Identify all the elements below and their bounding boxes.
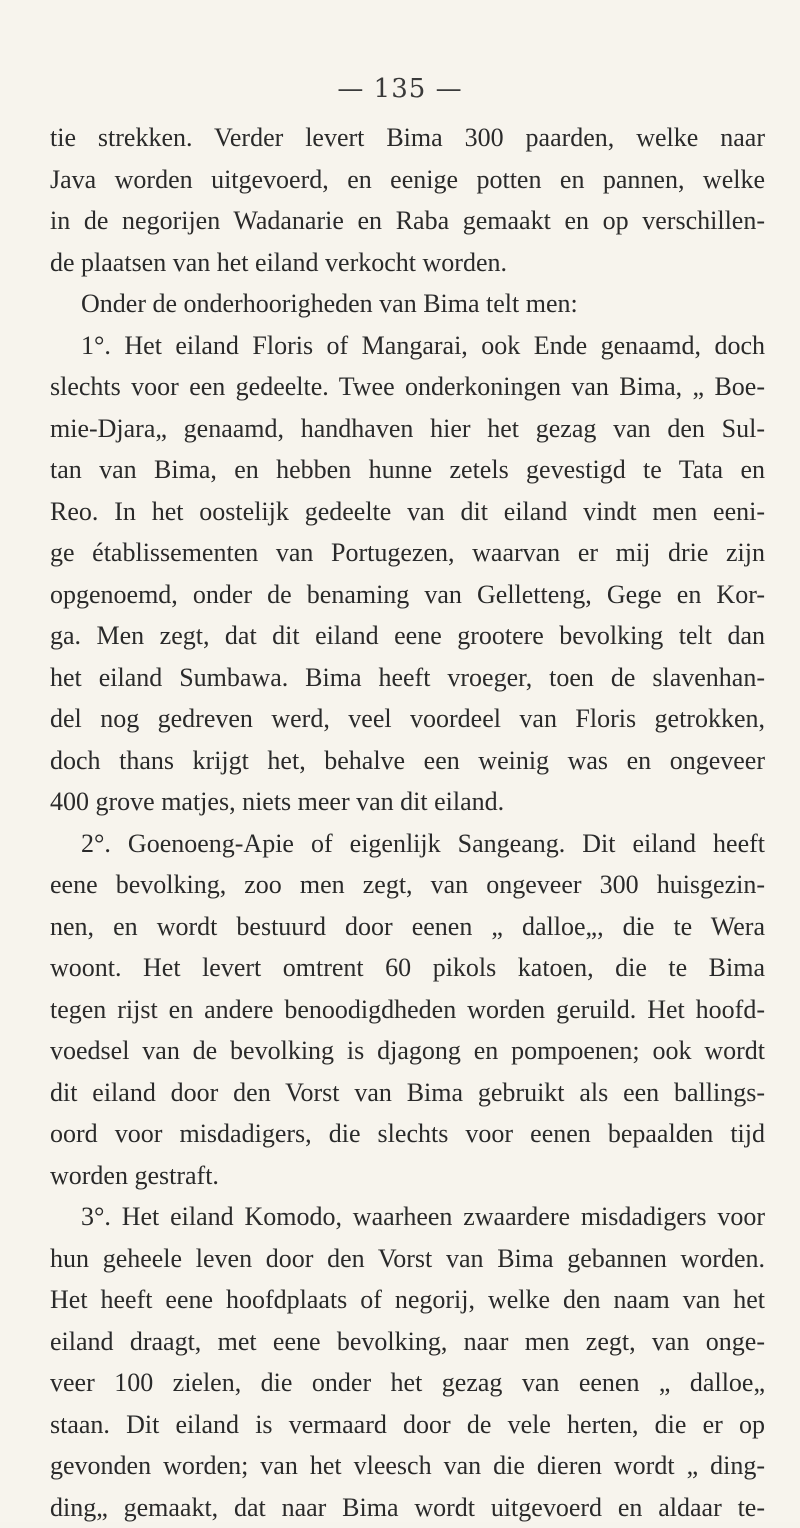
text-line: nen, en wordt bestuurd door eenen „ dalloe„, die te Wera xyxy=(50,906,765,948)
page-number: — 135 — xyxy=(0,74,800,104)
text-line: ge établissementen van Portugezen, waarvan er mij drie zijn xyxy=(50,532,765,574)
text-line: tegen rijst en andere benoodigdheden worden geruild. Het hoofd- xyxy=(50,989,765,1031)
text-line: het eiland Sumbawa. Bima heeft vroeger, toen de slavenhan- xyxy=(50,657,765,699)
text-line: voedsel van de bevolking is djagong en pompoenen; ook wordt xyxy=(50,1030,765,1072)
text-line: Java worden uitgevoerd, en eenige potten en pannen, welke xyxy=(50,159,765,201)
text-line: ga. Men zegt, dat dit eiland eene grootere bevolking telt dan xyxy=(50,615,765,657)
text-line: eene bevolking, zoo men zegt, van ongeveer 300 huisgezin- xyxy=(50,864,765,906)
text-line: woont. Het levert omtrent 60 pikols katoen, die te Bima xyxy=(50,947,765,989)
text-line: 1°. Het eiland Floris of Mangarai, ook Ende genaamd, doch xyxy=(50,325,765,367)
text-line: in de negorijen Wadanarie en Raba gemaakt en op verschillen- xyxy=(50,200,765,242)
text-line: ding„ gemaakt, dat naar Bima wordt uitgevoerd en aldaar te- xyxy=(50,1487,765,1528)
text-line: Reo. In het oostelijk gedeelte van dit eiland vindt men eeni- xyxy=(50,491,765,533)
body-text xyxy=(50,117,765,1528)
text-line: 2°. Goenoeng-Apie of eigenlijk Sangeang. Dit eiland heeft xyxy=(50,823,765,865)
text-line: tan van Bima, en hebben hunne zetels gevestigd te Tata en xyxy=(50,449,765,491)
text-line: veer 100 zielen, die onder het gezag van eenen „ dalloe„ xyxy=(50,1362,765,1404)
text-line: 3°. Het eiland Komodo, waarheen zwaardere misdadigers voor xyxy=(50,1196,765,1238)
text-line: opgenoemd, onder de benaming van Gelletteng, Gege en Kor- xyxy=(50,574,765,616)
text-line: de plaatsen van het eiland verkocht worden. xyxy=(50,242,765,284)
text-line: tie strekken. Verder levert Bima 300 paarden, welke naar xyxy=(50,117,765,159)
text-line: slechts voor een gedeelte. Twee onderkoningen van Bima, „ Boe- xyxy=(50,366,765,408)
text-line: gevonden worden; van het vleesch van die dieren wordt „ ding- xyxy=(50,1445,765,1487)
text-line: del nog gedreven werd, veel voordeel van Floris getrokken, xyxy=(50,698,765,740)
text-line: mie-Djara„ genaamd, handhaven hier het gezag van den Sul- xyxy=(50,408,765,450)
text-line: doch thans krijgt het, behalve een weinig was en ongeveer xyxy=(50,740,765,782)
text-line: oord voor misdadigers, die slechts voor eenen bepaalden tijd xyxy=(50,1113,765,1155)
text-line: 400 grove matjes, niets meer van dit eiland. xyxy=(50,781,765,823)
text-line: staan. Dit eiland is vermaard door de vele herten, die er op xyxy=(50,1404,765,1446)
text-line: hun geheele leven door den Vorst van Bima gebannen worden. xyxy=(50,1238,765,1280)
text-line: worden gestraft. xyxy=(50,1155,765,1197)
text-line: Onder de onderhoorigheden van Bima telt men: xyxy=(50,283,765,325)
text-line: dit eiland door den Vorst van Bima gebruikt als een ballings- xyxy=(50,1072,765,1114)
text-line: eiland draagt, met eene bevolking, naar men zegt, van onge- xyxy=(50,1321,765,1363)
text-line: Het heeft eene hoofdplaats of negorij, welke den naam van het xyxy=(50,1279,765,1321)
